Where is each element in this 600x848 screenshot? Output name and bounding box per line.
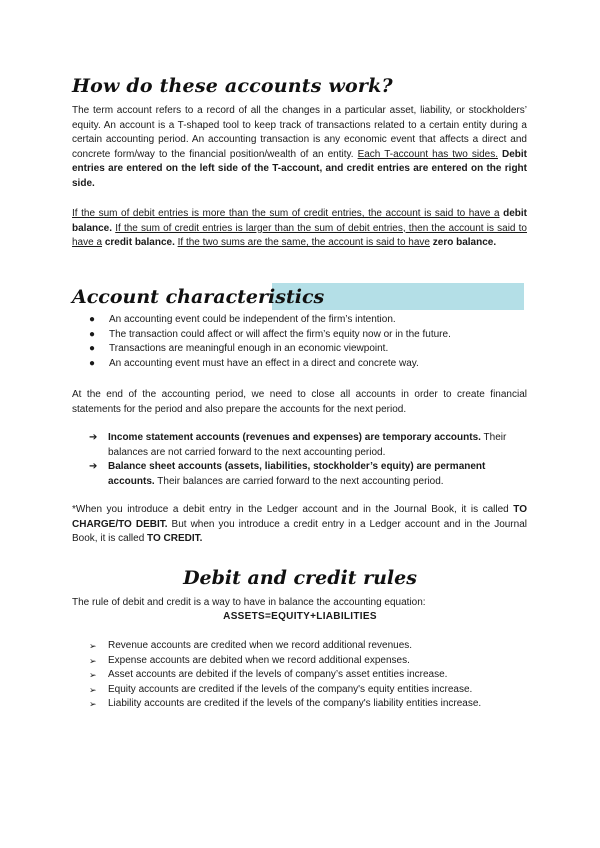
zero-balance-term: zero balance.	[432, 237, 497, 248]
intro-paragraph	[72, 104, 527, 191]
arrow-icon: ➔	[89, 461, 98, 472]
bullet-icon: ●	[89, 314, 96, 325]
t-account-sides-text: Each T-account has two sides.	[357, 148, 498, 160]
credit-balance-term: credit balance.	[104, 237, 175, 248]
characteristics-list	[72, 313, 527, 371]
list-item: ➢ Asset accounts are debited if the levels of company’s asset entities increase.	[72, 668, 542, 683]
closing-accounts-paragraph: At the end of the accounting period, we need to close all accounts in order to create financial statements for the period and also prepare the accounts for the next period.	[72, 389, 527, 415]
accounting-equation: ASSETS=EQUITY+LIABILITIES	[223, 611, 377, 622]
triangle-arrow-icon: ➢	[89, 655, 97, 666]
heading-how-accounts-work: How do these accounts work?	[72, 75, 393, 97]
list-item: ➢ Equity accounts are credited if the levels of the company's equity entities increase.	[72, 683, 542, 698]
charge-credit-note: *When you introduce a debit entry in the Ledger account and in the Journal Book, it is called TO CHARGE/TO DEBIT. But when you introduce a credit entry in a Ledger account and in the Journal Book, it is called TO CREDIT.	[72, 504, 528, 544]
list-item: ➢ Liability accounts are credited if the levels of the company's liability entities increase.	[72, 697, 542, 712]
to-credit-term: TO CREDIT.	[147, 533, 203, 544]
zero-balance-condition: If the two sums are the same, the account is said to have	[177, 237, 430, 248]
list-item: ● Transactions are meaningful enough in an economic viewpoint.	[72, 342, 527, 357]
intro-text: The term account refers to a record of all the changes in a particular asset, liability, or stockholders’ equity. An account is a T-shaped tool to keep track of transactions related to a certain entity during a certain accounting period. An accounting transaction is any economic event that affects a direct and concrete form/way to the financial position/wealth of an entity.	[72, 105, 527, 160]
triangle-arrow-icon: ➢	[89, 699, 97, 709]
debit-balance-condition: If the sum of debit entries is more than the sum of credit entries, the account is said to have a	[72, 208, 500, 219]
arrow-icon: ➔	[89, 432, 98, 443]
triangle-arrow-icon: ➢	[89, 641, 97, 651]
debit-balance-term: debit balance.	[72, 208, 527, 234]
to-charge-term: TO CHARGE/TO DEBIT.	[72, 504, 528, 530]
rules-intro: The rule of debit and credit is a way to have in balance the accounting equation:	[72, 597, 426, 608]
list-item: ● An accounting event could be independent of the firm’s intention.	[72, 313, 527, 328]
debit-credit-sides-text: Debit entries are entered on the left side of the T-account, and credit entries are entered on the right side.	[72, 148, 528, 189]
bullet-icon: ●	[89, 343, 96, 354]
debit-credit-rules-list	[72, 639, 542, 712]
bullet-icon: ●	[89, 357, 96, 369]
account-types-list	[72, 431, 527, 489]
bullet-icon: ●	[89, 328, 96, 340]
list-item: ➢ Expense accounts are debited when we record additional expenses.	[72, 654, 542, 669]
list-item: ➔ Income statement accounts (revenues and expenses) are temporary accounts. Their balances are not carried forward to the next accounting period.	[89, 432, 507, 458]
credit-balance-condition: If the sum of credit entries is larger than the sum of debit entries, then the account is said to have a	[72, 222, 527, 248]
triangle-arrow-icon: ➢	[89, 684, 97, 695]
list-item: ● An accounting event must have an effect in a direct and concrete way.	[72, 357, 527, 372]
heading-debit-credit-rules: Debit and credit rules	[183, 567, 417, 589]
list-item: ● The transaction could affect or will affect the firm’s equity now or in the future.	[72, 328, 527, 343]
list-item: ➔ Balance sheet accounts (assets, liabilities, stockholder’s equity) are permanent accounts. Their balances are carried forward to the next accounting period.	[89, 461, 486, 487]
balance-paragraph	[72, 207, 527, 251]
heading-account-characteristics: Account characteristics	[72, 286, 325, 308]
list-item: ➢ Revenue accounts are credited when we record additional revenues.	[72, 639, 542, 654]
triangle-arrow-icon: ➢	[89, 670, 97, 680]
